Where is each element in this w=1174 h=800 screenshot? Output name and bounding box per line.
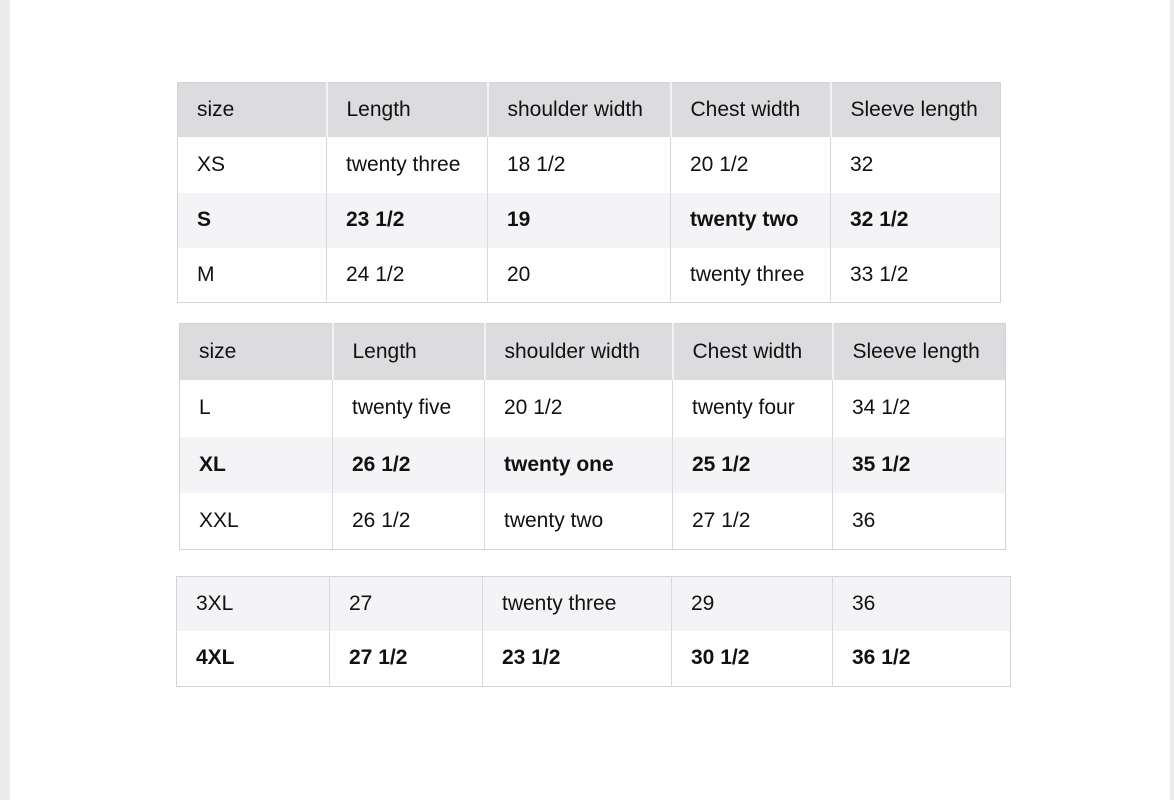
cell-chest-width: twenty four	[673, 380, 833, 437]
cell-length: 26 1/2	[333, 437, 485, 493]
table-row	[177, 577, 1011, 631]
cell-length: twenty three	[327, 137, 488, 193]
cell-chest-width: twenty two	[671, 193, 831, 248]
cell-size: 3XL	[177, 577, 330, 631]
cell-sleeve-length: 34 1/2	[833, 380, 1006, 437]
cell-size: XXL	[180, 493, 333, 550]
table-header-row	[180, 324, 1006, 380]
size-table-1	[177, 82, 1001, 303]
cell-size: S	[178, 193, 327, 248]
table-row	[180, 493, 1006, 550]
table-row	[178, 193, 1001, 248]
cell-size: 4XL	[177, 631, 330, 687]
cell-shoulder-width: twenty two	[485, 493, 673, 550]
cell-size: M	[178, 248, 327, 303]
header-shoulder-width: shoulder width	[485, 324, 673, 380]
cell-shoulder-width: 19	[488, 193, 671, 248]
header-size: size	[180, 324, 333, 380]
header-length: Length	[327, 83, 488, 137]
header-sleeve-length: Sleeve length	[833, 324, 1006, 380]
table-row	[180, 437, 1006, 493]
cell-sleeve-length: 32	[831, 137, 1001, 193]
header-sleeve-length: Sleeve length	[831, 83, 1001, 137]
table-row	[180, 380, 1006, 437]
cell-chest-width: 25 1/2	[673, 437, 833, 493]
header-size: size	[178, 83, 327, 137]
cell-shoulder-width: 23 1/2	[483, 631, 672, 687]
size-table-2	[179, 323, 1006, 550]
cell-length: 23 1/2	[327, 193, 488, 248]
cell-sleeve-length: 36	[833, 577, 1011, 631]
table-row	[177, 631, 1011, 687]
header-chest-width: Chest width	[673, 324, 833, 380]
cell-sleeve-length: 36	[833, 493, 1006, 550]
cell-chest-width: 30 1/2	[672, 631, 833, 687]
cell-sleeve-length: 33 1/2	[831, 248, 1001, 303]
header-chest-width: Chest width	[671, 83, 831, 137]
cell-sleeve-length: 32 1/2	[831, 193, 1001, 248]
cell-length: 26 1/2	[333, 493, 485, 550]
cell-length: 27	[330, 577, 483, 631]
cell-shoulder-width: 20 1/2	[485, 380, 673, 437]
cell-chest-width: 27 1/2	[673, 493, 833, 550]
table-row	[178, 248, 1001, 303]
cell-length: twenty five	[333, 380, 485, 437]
cell-shoulder-width: 20	[488, 248, 671, 303]
cell-chest-width: 29	[672, 577, 833, 631]
cell-size: L	[180, 380, 333, 437]
cell-length: 24 1/2	[327, 248, 488, 303]
cell-chest-width: twenty three	[671, 248, 831, 303]
header-length: Length	[333, 324, 485, 380]
cell-shoulder-width: 18 1/2	[488, 137, 671, 193]
header-shoulder-width: shoulder width	[488, 83, 671, 137]
cell-shoulder-width: twenty three	[483, 577, 672, 631]
cell-chest-width: 20 1/2	[671, 137, 831, 193]
cell-shoulder-width: twenty one	[485, 437, 673, 493]
cell-length: 27 1/2	[330, 631, 483, 687]
cell-size: XS	[178, 137, 327, 193]
size-table-3	[176, 576, 1011, 687]
table-header-row	[178, 83, 1001, 137]
cell-size: XL	[180, 437, 333, 493]
cell-sleeve-length: 35 1/2	[833, 437, 1006, 493]
cell-sleeve-length: 36 1/2	[833, 631, 1011, 687]
table-row	[178, 137, 1001, 193]
